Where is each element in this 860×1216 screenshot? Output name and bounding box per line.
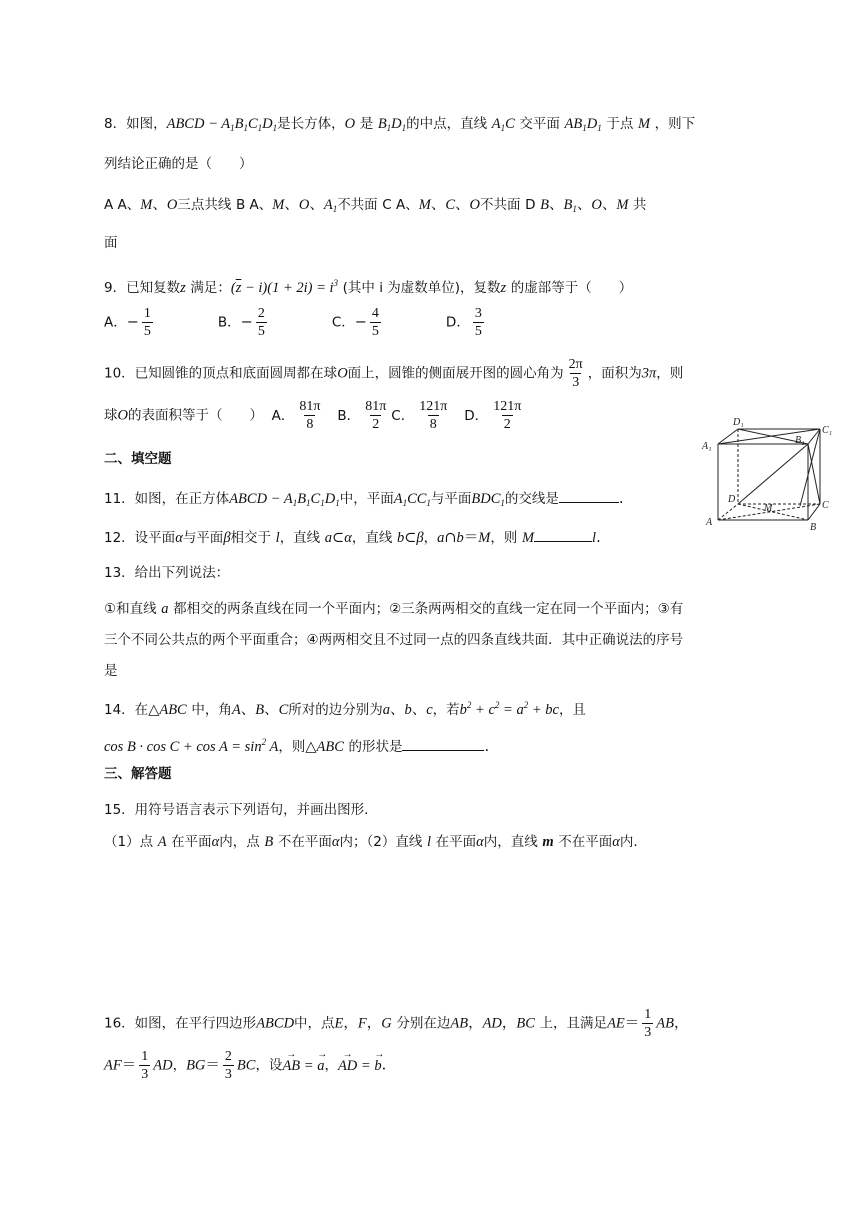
q14-line1: 14．在△ABC 中，角A、B、C所对的边分别为a、b、c，若$b^2 + c^2 = a^2$ + bc，且 (104, 700, 586, 718)
q8-line1: 8．如图，ABCD − $A_1B_1C_1D_1$是长方体，O 是 $B_1D_1$的中点，直线 $A_1C$ 交平面 $AB_1D_1$ 于点 M ，则下 (104, 116, 696, 133)
q11: 11．如图，在正方体ABCD − $A_1B_1C_1D_1$中，平面$A_1CC_1$与平面$BDC_1$的交线是 . (104, 491, 624, 508)
option-fraction: $\frac{3}{5}$ (474, 306, 482, 339)
cube-figure (700, 414, 840, 536)
option-label: B． (217, 314, 241, 331)
option-fraction: $\frac{2}{5}$ (257, 306, 265, 339)
q12: 12．设平面α与平面β相交于 l，直线 a⊂α，直线 b⊂β，a∩b＝M，则 M l. (104, 530, 601, 546)
q13-line3: 三个不同公共点的两个平面重合；④两两相交且不过同一点的四条直线共面．其中正确说法的序号 (104, 632, 684, 648)
option-fraction: $\frac{4}{5}$ (371, 306, 379, 339)
option-label: D． (445, 314, 470, 331)
section-solutions: 三、解答题 (104, 766, 172, 782)
q9-stem: 9．已知复数z 满足：$(\overline{z} - i)(1 + 2i) = i^3$ (其中 i 为虚数单位)，复数z 的虚部等于（ ） (104, 278, 633, 296)
q9-option-2 (332, 305, 384, 340)
label-b1: B₁ (795, 435, 805, 446)
q9-option-3 (446, 305, 487, 340)
q15-line2: （1）点 A 在平面α内，点 B 不在平面α内；（2）直线 l 在平面α内，直线 m 不在平面α内. (104, 834, 638, 850)
label-b: B (810, 522, 817, 533)
q10-option-0: A． $\frac{81\pi}{8}$ (271, 399, 321, 432)
q8-line4: 面 (104, 235, 118, 251)
label-a1: A₁ (702, 441, 712, 452)
q10-option-2: C． $\frac{121\pi}{8}$ (391, 399, 448, 432)
label-a: A (706, 517, 713, 528)
option-label: C． (331, 314, 355, 331)
label-c1: C₁ (822, 425, 833, 436)
q10-option-3: D． $\frac{121\pi}{2}$ (464, 399, 522, 432)
q10-line2: 球O的表面积等于（ ） A． $\frac{81\pi}{8}$ B． $\frac{81\pi}{2}$ C． $\frac{121\pi}{8}$ D． $\frac{121\pi}{2}$ (104, 398, 526, 433)
option-sign: − (354, 314, 367, 331)
option-sign: − (126, 314, 139, 331)
q13-line2: ①和直线 a 都相交的两条直线在同一个平面内；②三条两两相交的直线一定在同一个平面内；③有 (104, 601, 684, 617)
label-m: M (764, 503, 773, 514)
q16-line1: 16．如图，在平行四边形ABCD中，点E，F，G 分别在边AB，AD，BC 上，且满足AE＝ $\frac{1}{3}$ AB， (104, 1007, 689, 1040)
q9-options (104, 305, 549, 340)
section-fill-in: 二、填空题 (104, 451, 172, 467)
q10-line1: 10．已知圆锥的顶点和底面圆周都在球O面上，圆锥的侧面展开图的圆心角为 $\frac{2\pi}{3}$ ，面积为3π，则 (104, 357, 684, 390)
q15-line1: 15．用符号语言表示下列语句，并画出图形. (104, 802, 369, 818)
option-fraction: $\frac{1}{5}$ (143, 306, 151, 339)
q16-line2: AF＝ $\frac{1}{3}$ AD，BG＝ $\frac{2}{3}$ BC，设→ AB = → a，→ AD = → b. (104, 1048, 386, 1083)
q10-option-1: B． $\frac{81\pi}{2}$ (337, 399, 387, 432)
q13-line1: 13．给出下列说法： (104, 565, 230, 581)
q9-option-1 (218, 305, 270, 340)
q9-option-0 (104, 305, 156, 340)
q8-line2: 列结论正确的是（ ） (104, 156, 253, 172)
q13-line4: 是 (104, 663, 118, 679)
q14-line2: $\cos B \cdot \cos C + \cos A = \sin^2 A$，则△ABC 的形状是 . (104, 737, 490, 755)
label-d1: D₁ (733, 417, 744, 428)
q8-options: A A、M、O三点共线 B A、M、O、$A_1$不共面 C A、M、C、O不共面 D B、$B_1$、O、M 共 (104, 197, 647, 214)
q9-option-list (104, 306, 549, 339)
option-sign: − (240, 314, 253, 331)
option-label: A． (104, 314, 127, 331)
label-d: D (728, 494, 736, 505)
label-c: C (822, 500, 829, 511)
